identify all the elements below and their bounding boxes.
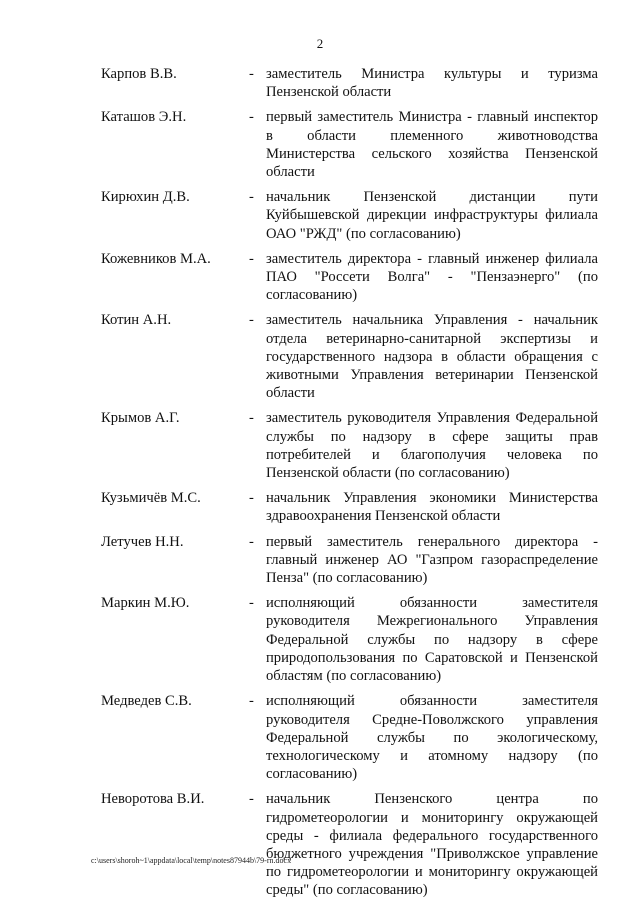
member-position: начальник Пензенского центра по гидрометеорологии и мониторингу окружающей среды - филиала федерального государственного бюджетного учреждения "Приволжское управление по гидрометеорологии и мониторингу окружающей среды" (по согласованию) <box>266 791 598 899</box>
list-item <box>0 692 640 783</box>
member-name: Крымов А.Г. <box>101 410 180 427</box>
member-name: Кузьмичёв М.С. <box>101 490 201 507</box>
separator-dash: - <box>249 595 254 612</box>
separator-dash: - <box>249 312 254 329</box>
member-list <box>0 65 640 907</box>
list-item <box>0 311 640 402</box>
page-number: 2 <box>316 36 324 51</box>
member-name: Маркин М.Ю. <box>101 595 190 612</box>
separator-dash: - <box>249 250 254 267</box>
list-item <box>0 489 640 525</box>
list-item <box>0 409 640 482</box>
separator-dash: - <box>249 533 254 550</box>
member-position: начальник Пензенской дистанции пути Куйбышевской дирекции инфраструктуры филиала ОАО "РЖД" (по согласованию) <box>266 189 598 242</box>
list-item <box>0 188 640 243</box>
member-position: первый заместитель генерального директора - главный инженер АО "Газпром газораспределение Пенза" (по согласованию) <box>266 533 598 587</box>
list-item <box>0 790 640 899</box>
member-position: заместитель Министра культуры и туризма Пензенской области <box>266 66 598 101</box>
member-name: Кирюхин Д.В. <box>101 189 190 206</box>
member-position: первый заместитель Министра - главный инспектор в области племенного животноводства Министерства сельского хозяйства Пензенской области <box>266 109 598 181</box>
member-position: заместитель руководителя Управления Федеральной службы по надзору в сфере защиты прав потребителей и благополучия человека по Пензенской области (по согласованию) <box>266 410 598 482</box>
member-position: начальник Управления экономики Министерства здравоохранения Пензенской области <box>266 490 598 525</box>
member-name: Котин А.Н. <box>101 312 172 329</box>
member-name: Летучев Н.Н. <box>101 533 184 550</box>
separator-dash: - <box>249 66 254 82</box>
member-position: заместитель директора - главный инженер филиала ПАО "Россети Волга" - "Пензаэнерго" (по согласованию) <box>266 250 598 304</box>
separator-dash: - <box>249 410 254 427</box>
member-position: заместитель начальника Управления - начальник отдела ветеринарно-санитарной экспертизы и государственного надзора в области обращения с животными Управления ветеринарии Пензенской области <box>266 312 598 402</box>
list-item <box>0 65 640 101</box>
list-item <box>0 594 640 685</box>
list-item <box>0 533 640 588</box>
separator-dash: - <box>249 693 254 710</box>
member-name: Карпов В.В. <box>101 66 177 82</box>
member-name: Медведев С.В. <box>101 693 192 710</box>
member-name: Кожевников М.А. <box>101 250 211 267</box>
list-item <box>0 250 640 305</box>
member-position: исполняющий обязанности заместителя руководителя Межрегионального Управления Федеральной службы по надзору в сфере природопользования по Саратовской и Пензенской областям (по согласованию) <box>266 595 598 685</box>
member-position: исполняющий обязанности заместителя руководителя Средне-Поволжского управления Федеральной службы по экологическому, технологическому и атомному надзору (по согласованию) <box>266 693 598 783</box>
member-name: Каташов Э.Н. <box>101 109 187 126</box>
document-file-path: c:\users\shoroh~1\appdata\local\temp\notes87944b\79-rn.docx <box>91 856 292 865</box>
member-name: Неворотова В.И. <box>101 791 205 808</box>
list-item <box>0 108 640 181</box>
separator-dash: - <box>249 791 254 808</box>
separator-dash: - <box>249 490 254 507</box>
separator-dash: - <box>249 189 254 206</box>
separator-dash: - <box>249 109 254 126</box>
